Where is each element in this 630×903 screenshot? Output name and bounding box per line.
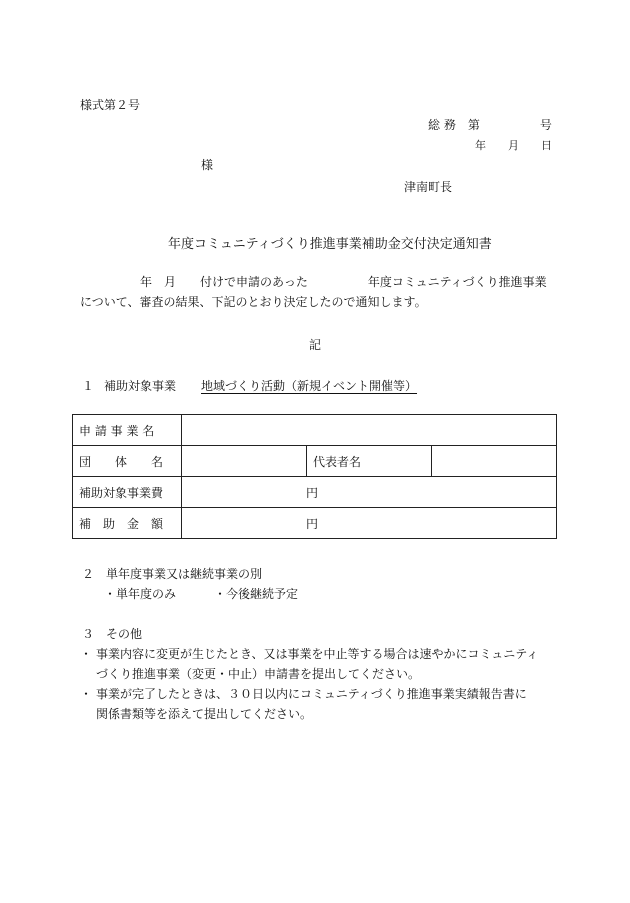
section3-heading: ３ その他 [82,627,143,641]
section1-label: 補助対象事業 [104,379,177,393]
table-row [73,477,557,508]
addressee-honorific: 様 [201,158,214,172]
table-row [73,508,557,539]
row-label-organization: 団 体 名 [73,446,182,477]
intro-paragraph [80,272,558,312]
row-label-project-name: 申 請 事 業 名 [73,415,182,446]
intro-line-1: 年 月 付けで申請のあった 年度コミュニティづくり推進事業 [80,275,547,289]
bullet-line-2: 関係書類等を添えて提出してください。 [96,707,313,721]
project-name-field [182,415,557,446]
option-continuing: ・今後継続予定 [214,587,299,601]
bullet-line-1: 事業が完了したときは、３０日以内にコミュニティづくり推進事業実績報告書に [96,687,527,701]
document-number: 総 務 第 号 [428,118,552,132]
organization-field [182,446,307,477]
row-label-grant-amount: 補 助 金 額 [73,508,182,539]
bullet-line-2: づくり推進事業（変更・中止）申請書を提出してください。 [96,667,421,681]
intro-line-2: について、審査の結果、下記のとおり決定したので通知します。 [80,295,427,309]
application-table [72,414,557,539]
eligible-cost-field: 円 [182,477,557,508]
section1-value: 地域づくり活動（新規イベント開催等） [201,379,418,393]
row-label-eligible-cost: 補助対象事業費 [73,477,182,508]
bullet-dot: ・ [80,687,93,701]
section2-heading: ２ 単年度事業又は継続事業の別 [82,567,263,581]
representative-label: 代表者名 [307,446,432,477]
ki-heading: 記 [309,338,322,352]
section1-number: １ [82,379,95,393]
document-title: 年度コミュニティづくり推進事業補助金交付決定通知書 [168,237,492,252]
table-row [73,446,557,477]
issue-date: 年 月 日 [475,139,552,152]
bullet-text [96,684,527,724]
bullet-line-1: 事業内容に変更が生じたとき、又は事業を中止等する場合は速やかにコミュニティ [96,647,539,661]
form-number: 様式第２号 [80,98,141,112]
option-single-year: ・単年度のみ [104,587,177,601]
issuer-name: 津南町長 [404,180,453,194]
grant-amount-field: 円 [182,508,557,539]
bullet-dot: ・ [80,647,93,661]
table-row [73,415,557,446]
bullet-text [96,644,538,684]
representative-field [432,446,557,477]
